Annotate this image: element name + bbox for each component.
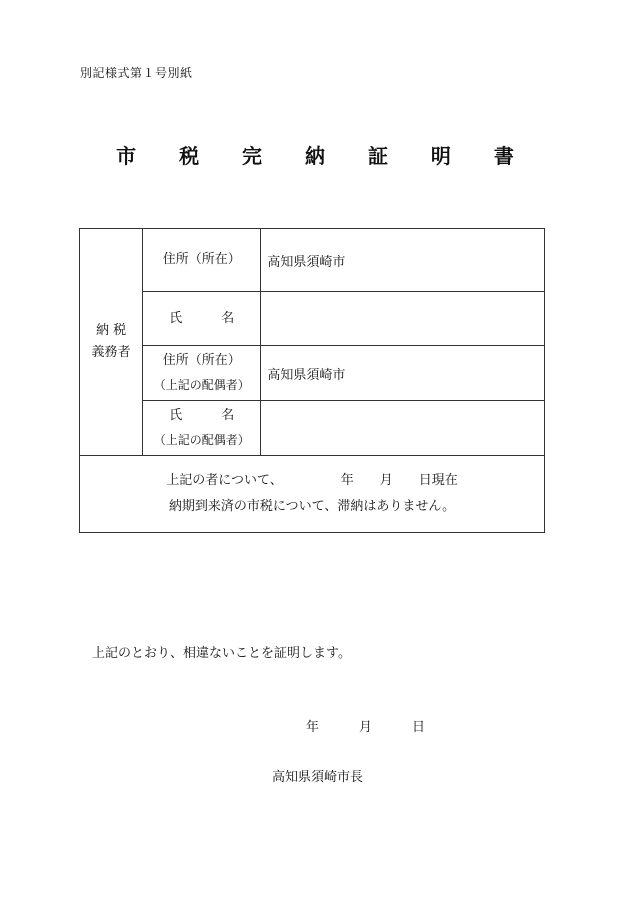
table-row [80, 456, 545, 533]
certificate-table [79, 228, 545, 533]
spouse-name-label-cell [143, 401, 261, 456]
date-year: 年 [306, 720, 320, 735]
notice-year: 年 [340, 473, 354, 488]
notice-month: 月 [379, 473, 393, 488]
certification-statement: 上記のとおり、相違ないことを証明します。 [92, 646, 351, 661]
document-title: 市 税 完 納 証 明 書 [116, 144, 532, 168]
issue-date [306, 716, 425, 735]
address-value-cell [261, 229, 545, 292]
name-value-cell [261, 292, 545, 346]
notice-line-2: 納期到来済の市税について、滞納はありません。 [168, 499, 456, 514]
name-label: 氏 名 [169, 310, 235, 326]
form-number: 別記様式第１号別紙 [80, 66, 193, 80]
table-row [80, 292, 545, 346]
spouse-name-value-cell [261, 401, 545, 456]
spouse-address-label-cell [143, 346, 261, 401]
spouse-address-value: 高知県須崎市 [267, 367, 346, 383]
spouse-name-sublabel: （上記の配偶者） [153, 433, 250, 447]
name-label-cell [143, 292, 261, 346]
date-month: 月 [359, 720, 373, 735]
issuer-name: 高知県須崎市長 [272, 770, 364, 785]
spouse-address-value-cell [261, 346, 545, 401]
table-row [80, 346, 545, 401]
spouse-address-sublabel: （上記の配偶者） [153, 378, 250, 392]
taxpayer-label-line2: 義務者 [91, 345, 131, 360]
table-row [80, 401, 545, 456]
spouse-name-label: 氏 名 [169, 408, 235, 423]
notice-prefix: 上記の者について、 [166, 473, 283, 488]
table-row [80, 229, 545, 292]
notice-line-1 [80, 468, 544, 494]
taxpayer-header-cell [80, 229, 143, 456]
address-label-cell [143, 229, 261, 292]
spouse-address-label: 住所（所在） [162, 353, 241, 368]
date-day: 日 [412, 720, 426, 735]
address-label: 住所（所在） [162, 252, 241, 267]
address-value: 高知県須崎市 [267, 254, 346, 270]
notice-day: 日現在 [418, 473, 458, 488]
taxpayer-label-line1: 納 税 [95, 323, 127, 338]
notice-cell [80, 456, 545, 533]
